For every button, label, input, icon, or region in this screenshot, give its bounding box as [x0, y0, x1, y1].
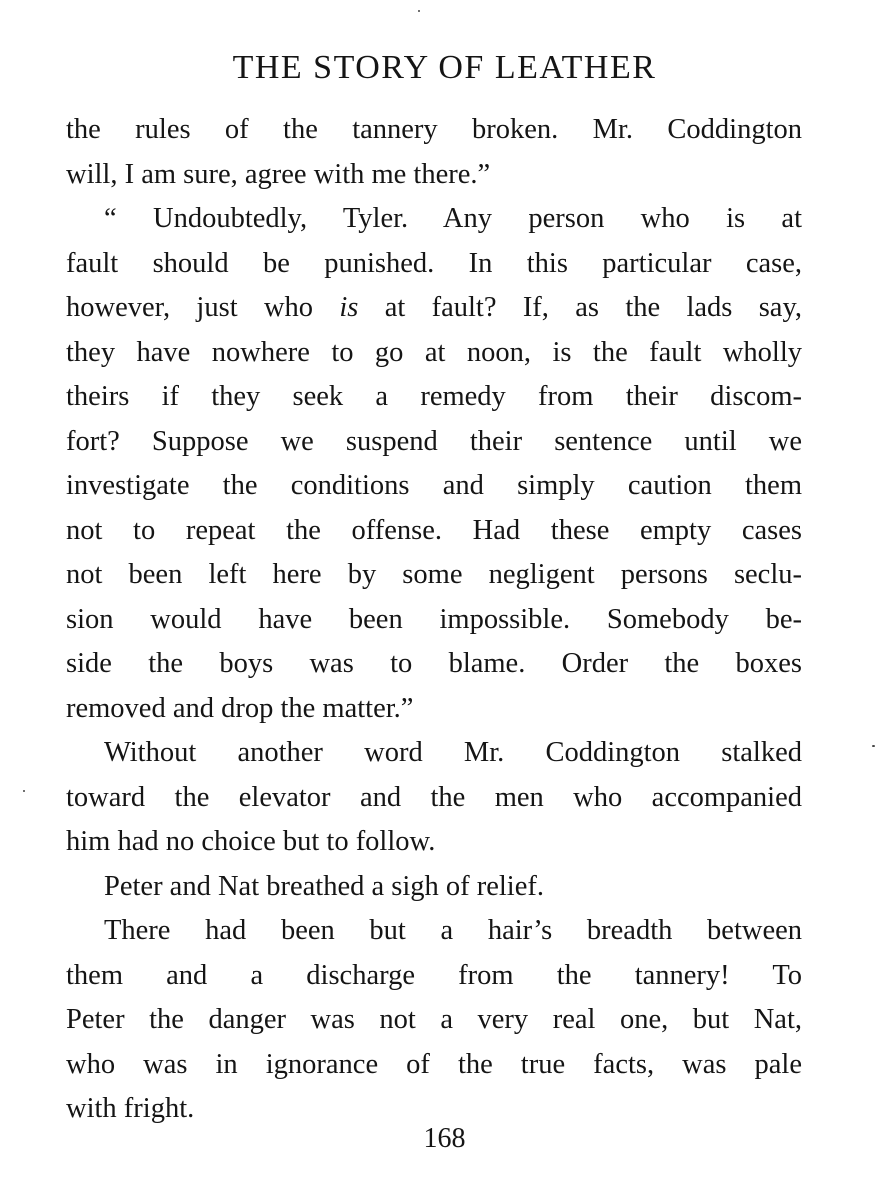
text-line: they have nowhere to go at noon, is the fault wholly [66, 336, 802, 368]
text-line: not been left here by some negligent persons seclu- [66, 559, 802, 590]
text-line: fort? Suppose we suspend their sentence until we [66, 425, 802, 457]
text-line: who was in ignorance of the true facts, was pale [66, 1048, 802, 1080]
paragraph [66, 731, 802, 865]
text-line: side the boys was to blame. Order the boxes [66, 648, 802, 679]
text-line: There had been but a hair’s breadth between [104, 915, 802, 946]
text-line: fault should be punished. In this particular case, [66, 247, 802, 279]
text-line: investigate the conditions and simply caution them [66, 470, 802, 501]
paragraph [66, 865, 802, 910]
text-line: the rules of the tannery broken. Mr. Coddington [66, 114, 802, 145]
print-speck [418, 10, 420, 12]
text-line: theirs if they seek a remedy from their discom- [66, 381, 802, 412]
text-line: him had no choice but to follow. [66, 826, 436, 857]
page-number: 168 [423, 1123, 466, 1154]
text-line: Peter and Nat breathed a sigh of relief. [104, 870, 544, 902]
body-text [66, 108, 802, 1132]
paragraph [66, 909, 802, 1132]
text-line: sion would have been impossible. Somebody be- [66, 603, 802, 635]
text-line: removed and drop the matter.” [66, 692, 414, 724]
print-speck [23, 790, 25, 792]
text-line: will, I am sure, agree with me there.” [66, 158, 491, 190]
paragraph [66, 197, 802, 731]
text-line: however, just who is at fault? If, as the lads say, [66, 292, 802, 323]
running-head: THE STORY OF LEATHER [232, 49, 657, 86]
paragraph [66, 108, 802, 197]
text-line: with fright. [66, 1093, 195, 1124]
emphasis: is [339, 292, 359, 323]
text-line: Without another word Mr. Coddington stalked [104, 737, 802, 768]
print-speck [872, 745, 875, 747]
text-line: not to repeat the offense. Had these empty cases [66, 514, 802, 546]
text-line: “ Undoubtedly, Tyler. Any person who is at [104, 203, 802, 234]
text-line: them and a discharge from the tannery! To [66, 959, 802, 991]
text-line: Peter the danger was not a very real one, but Nat, [66, 1004, 802, 1035]
text-line: toward the elevator and the men who accompanied [66, 781, 802, 813]
